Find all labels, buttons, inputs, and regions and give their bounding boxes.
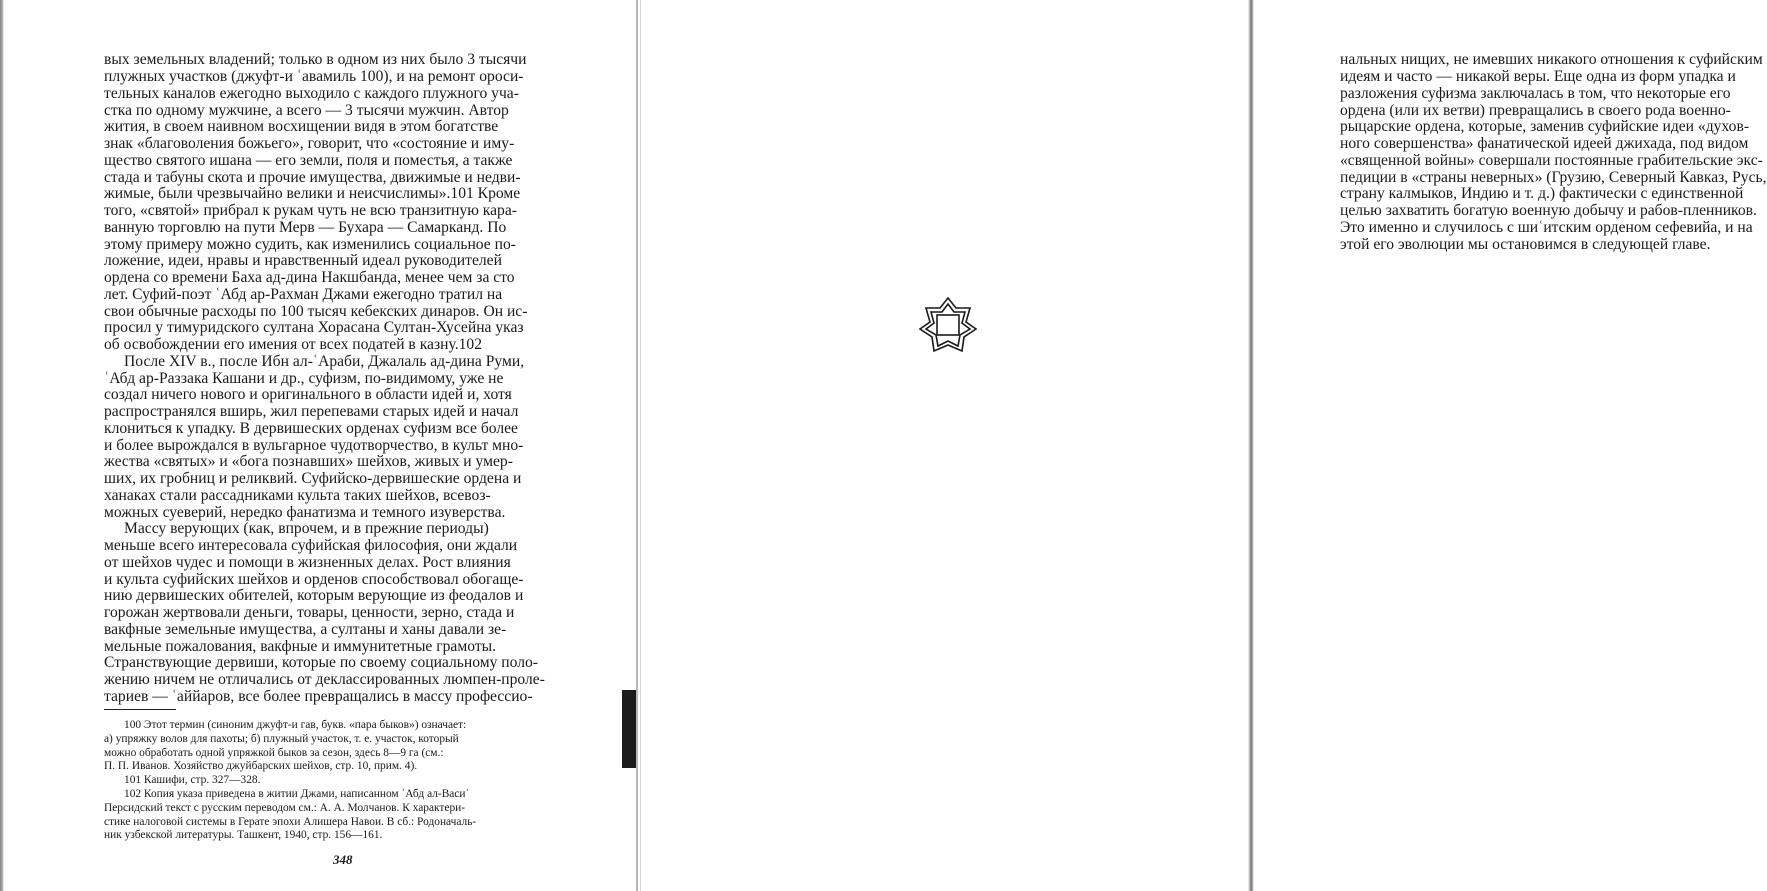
text-line: жития, в своем наивном восхищении видя в этом богатстве: [104, 118, 499, 135]
text-line: вых земельных владений; только в одном из них было 3 тысячи: [104, 51, 527, 68]
text-line: ванную торговлю на пути Мерв — Бухара — Самарканд. По: [104, 219, 507, 236]
footnote-line: Персидский текст с русским переводом см.: А. А. Молчанов. К характери-: [104, 802, 466, 814]
footnote-line: П. П. Иванов. Хозяйство джуйбарских шейхов, стр. 10, прим. 4).: [104, 760, 418, 772]
text-line: создал ничего нового и оригинального в области идей и, хотя: [104, 386, 512, 403]
footnote-line: ник узбекской литературы. Ташкент, 1940, стр. 156—161.: [104, 829, 383, 841]
text-line: лет. Суфий-поэт ʿАбд ар-Рахман Джами ежегодно тратил на: [104, 286, 503, 303]
text-line: тариев — ʿаййаров, все более превращались в массу профессио-: [104, 688, 533, 705]
text-line: горожан жертвовали деньги, товары, ценности, зерно, стада и: [104, 604, 515, 621]
text-line: жимые, были чрезвычайно велики и неисчислимы».101 Кроме: [104, 185, 521, 202]
footnote-line: стике налоговой системы в Герате эпохи Алишера Навои. В сб.: Родоначаль-: [104, 816, 477, 828]
text-line: знак «благоволения божьего», говорит, что «состояние и иму-: [104, 135, 515, 152]
text-line: ордена (или их ветви) превращались в своего рода военно-: [1340, 102, 1731, 119]
footnote-101: 101 Кашифи, стр. 327—328.: [124, 774, 261, 786]
left-page: [0, 0, 634, 891]
footnote-102: 102 Копия указа приведена в житии Джами, написанном ʿАбд ал-Васиʿ: [124, 788, 470, 800]
right-page: [634, 0, 1767, 891]
text-line: «священной войны» совершали постоянные грабительские экс-: [1340, 152, 1763, 169]
text-line: страну калмыков, Индию и т. д.) фактически с единственной: [1340, 185, 1744, 202]
text-line: свои обычные расходы по 100 тысяч кебекских динаров. Он ис-: [104, 303, 528, 320]
text-line: этому примеру можно судить, как изменились социальное по-: [104, 236, 516, 253]
footnote-rule: [104, 709, 176, 710]
text-line: об освобождении его имения от всех податей в казну.102: [104, 336, 482, 353]
text-line: педиции в «страны неверных» (Грузию, Северный Кавказ, Русь,: [1340, 169, 1767, 186]
text-line: Это именно и случилось с шиʿитским орденом сефевийа, и на: [1340, 219, 1753, 236]
text-line: целью захватить богатую военную добычу и рабов-пленников.: [1340, 202, 1757, 219]
text-line: разложения суфизма заключалась в том, что некоторые его: [1340, 85, 1731, 102]
text-line: того, «святой» прибрал к рукам чуть не всю транзитную кара-: [104, 202, 517, 219]
text-line: нию дервишеских обителей, которым верующие из феодалов и: [104, 587, 524, 604]
text-line: распространялся вширь, жил перепевами старых идей и начал: [104, 403, 519, 420]
text-line: ших, их гробниц и реликвий. Суфийско-дервишеские ордена и: [104, 470, 522, 487]
text-line: рыцарские ордена, которые, заменив суфийские идеи «духов-: [1340, 118, 1750, 135]
footnote-line: можно обработать одной упряжкой быков за сезон, здесь 8—9 га (см.:: [104, 747, 444, 759]
text-line: вакфные земельные имущества, а султаны и ханы давали зе-: [104, 621, 507, 638]
text-line: мельные пожалования, вакфные и иммунитетные грамоты.: [104, 638, 497, 655]
text-line: этой его эволюции мы остановимся в следующей главе.: [1340, 236, 1711, 253]
text-line: клониться к упадку. В дервишеских орденах суфизм все более: [104, 420, 518, 437]
scan-right-edge: [1248, 0, 1254, 891]
text-line: можных суеверий, нередко фанатизма и темного изуверства.: [104, 504, 506, 521]
text-line: идеям и часто — никакой веры. Еще одна из форм упадка и: [1340, 68, 1736, 85]
text-line: стка по одному мужчине, а всего — 3 тысячи мужчин. Автор: [104, 102, 509, 119]
text-line: нальных нищих, не имевших никакого отношения к суфийским: [1340, 51, 1763, 68]
text-line: Странствующие дервиши, которые по своему социальному поло-: [104, 654, 538, 671]
text-line: ордена со времени Баха ад-дина Накшбанда, менее чем за сто: [104, 269, 515, 286]
text-line: щество святого ишана — его земли, поля и поместья, а также: [104, 152, 513, 169]
text-line: плужных участков (джуфт-и ʿавамиль 100), и на ремонт ороси-: [104, 68, 524, 85]
text-line: ложение, идеи, нравы и нравственный идеал руководителей: [104, 252, 502, 269]
paragraph-start-line: Массу верующих (как, впрочем, и в прежние периоды): [124, 520, 489, 537]
text-line: и культа суфийских шейхов и орденов способствовал обогаще-: [104, 571, 524, 588]
text-line: жению ничем не отличались от деклассированных люмпен-проле-: [104, 671, 545, 688]
text-line: и более вырождался в вульгарное чудотворчество, в культ мно-: [104, 437, 524, 454]
text-line: ного совершенства» фанатической идеей джихада, под видом: [1340, 135, 1749, 152]
text-line: от шейхов чудес и помощи в жизненных делах. Рост влияния: [104, 554, 511, 571]
footnote-line: а) упряжку волов для пахоты; б) плужный участок, т. е. участок, который: [104, 733, 459, 745]
footnote-100: 100 Этот термин (синоним джуфт-и гав, букв. «пара быков») означает:: [124, 719, 467, 731]
paragraph-start-line: После XIV в., после Ибн ал-ʿАраби, Джалаль ад-дина Руми,: [124, 353, 525, 370]
text-line: ханаках стали рассадниками культа таких шейхов, всевоз-: [104, 487, 491, 504]
text-line: ʿАбд ар-Раззака Кашани и др., суфизм, по-видимому, уже не: [104, 370, 504, 387]
text-line: тельных каналов ежегодно выходило с каждого плужного уча-: [104, 85, 519, 102]
text-line: стада и табуны скота и прочие имущества, движимые и недви-: [104, 169, 521, 186]
page-number: 348: [333, 852, 353, 867]
text-line: меньше всего интересовала суфийская философия, они ждали: [104, 537, 518, 554]
star-ornament-icon: [916, 295, 980, 355]
text-line: жества «святых» и «бога познавших» шейхов, живых и умер-: [104, 453, 513, 470]
text-line: просил у тимуридского султана Хорасана Султан-Хусейна указ: [104, 319, 524, 336]
